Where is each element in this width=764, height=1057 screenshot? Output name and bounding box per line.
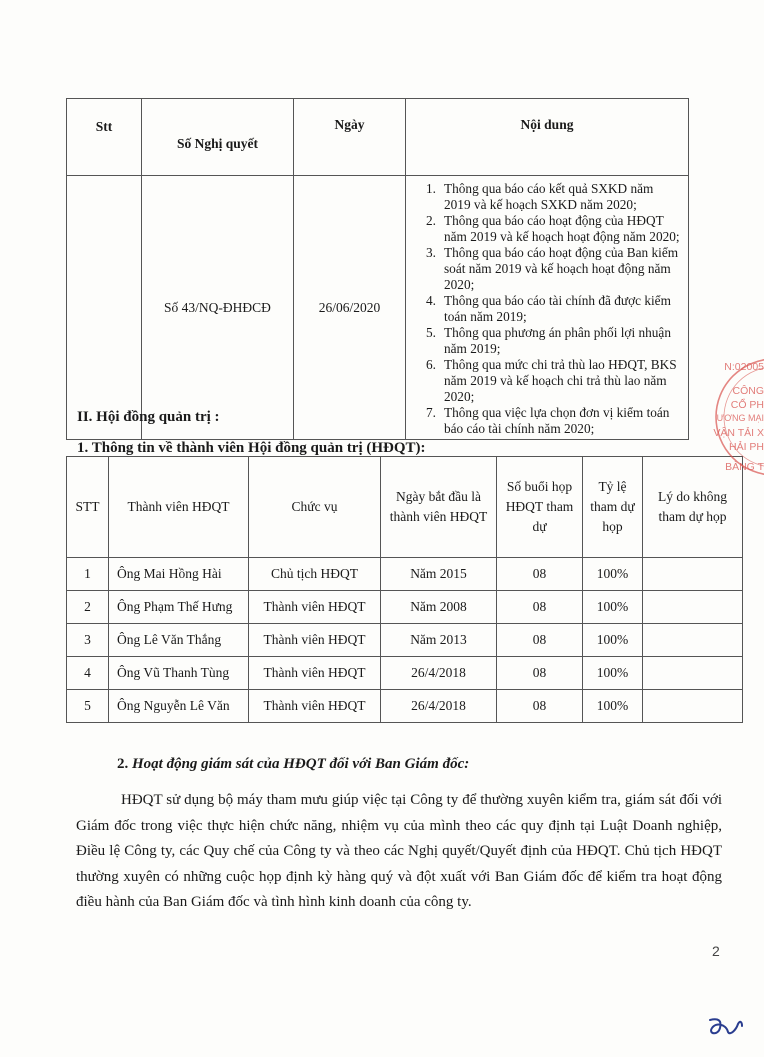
stamp-text: CÔNG xyxy=(732,385,764,397)
cell-start-date: Năm 2015 xyxy=(381,558,497,591)
cell-meetings: 08 xyxy=(497,657,583,690)
col-absence-reason: Lý do không tham dự họp xyxy=(643,457,743,558)
cell-rate: 100% xyxy=(583,591,643,624)
cell-meetings: 08 xyxy=(497,690,583,723)
cell-member-name: Ông Phạm Thế Hưng xyxy=(109,591,249,624)
cell-member-name: Ông Mai Hồng Hài xyxy=(109,558,249,591)
table-row xyxy=(67,558,743,591)
members-header-row xyxy=(67,457,743,558)
cell-position: Thành viên HĐQT xyxy=(249,690,381,723)
cell-date: 26/06/2020 xyxy=(294,176,406,440)
cell-position: Thành viên HĐQT xyxy=(249,624,381,657)
cell-rate: 100% xyxy=(583,690,643,723)
cell-reason xyxy=(643,624,743,657)
list-item-number: 4. xyxy=(426,293,436,308)
cell-position: Chủ tịch HĐQT xyxy=(249,558,381,591)
company-stamp xyxy=(702,355,764,495)
stamp-text: ƯƠNG MẠI xyxy=(716,413,764,423)
cell-position: Thành viên HĐQT xyxy=(249,657,381,690)
cell-content xyxy=(406,176,689,440)
supervision-paragraph xyxy=(76,788,722,916)
list-item-number: 7. xyxy=(426,405,436,420)
resolutions-table xyxy=(66,98,689,440)
cell-member-name: Ông Vũ Thanh Tùng xyxy=(109,657,249,690)
stamp-ring-icon xyxy=(702,355,764,495)
cell-member-name: Ông Lê Văn Thắng xyxy=(109,624,249,657)
cell-stt: 1 xyxy=(67,558,109,591)
cell-rate: 100% xyxy=(583,657,643,690)
list-item-number: 1. xyxy=(426,181,436,196)
col-content: Nội dung xyxy=(406,99,689,176)
cell-rate: 100% xyxy=(583,558,643,591)
cell-reason xyxy=(643,591,743,624)
cell-stt: 3 xyxy=(67,624,109,657)
cell-rate: 100% xyxy=(583,624,643,657)
list-item xyxy=(406,405,682,437)
cell-meetings: 08 xyxy=(497,558,583,591)
cell-position: Thành viên HĐQT xyxy=(249,591,381,624)
table-row xyxy=(67,624,743,657)
cell-reason xyxy=(643,657,743,690)
list-item-text: Thông qua báo cáo hoạt động của HĐQT năm 2019 và kế hoạch hoạt động năm 2020; xyxy=(444,213,680,244)
col-stt: STT xyxy=(67,457,109,558)
table-row xyxy=(67,657,743,690)
paragraph-text: HĐQT sử dụng bộ máy tham mưu giúp việc tại Công ty để thường xuyên kiểm tra, giám sát đối với Giám đốc trong việc thực hiện chức năng, nhiệm vụ của mình theo các quy định tại Luật Doanh nghiệp, Điều lệ Công ty, các Quy chế của Công ty và theo các Nghị quyết/Quyết định của HĐQT. Chủ tịch HĐQT thường xuyên có những cuộc họp định kỳ hàng quý và đột xuất với Ban Giám đốc để kiểm tra hoạt động điều hành của Ban Giám đốc và tình hình kinh doanh của công ty. xyxy=(76,792,722,910)
col-member: Thành viên HĐQT xyxy=(109,457,249,558)
cell-meetings: 08 xyxy=(497,624,583,657)
list-item-text: Thông qua báo cáo tài chính đã được kiểm toán năm 2019; xyxy=(444,293,671,324)
list-item-text: Thông qua báo cáo hoạt động của Ban kiểm soát năm 2019 và kế hoạch hoạt động năm 2020; xyxy=(444,245,679,292)
table-row xyxy=(67,690,743,723)
list-item-text: Thông qua việc lựa chọn đơn vị kiểm toán báo cáo tài chính năm 2020; xyxy=(444,405,670,436)
board-members-table xyxy=(66,456,743,723)
list-item-text: Thông qua báo cáo kết quả SXKD năm 2019 và kế hoạch SXKD năm 2020; xyxy=(444,181,654,212)
cell-start-date: 26/4/2018 xyxy=(381,690,497,723)
list-item-number: 5. xyxy=(426,325,436,340)
stamp-text: CỔ PH xyxy=(730,399,764,411)
cell-start-date: Năm 2008 xyxy=(381,591,497,624)
cell-stt: 5 xyxy=(67,690,109,723)
section-number: 2. xyxy=(117,756,129,772)
col-position: Chức vụ xyxy=(249,457,381,558)
list-item-number: 3. xyxy=(426,245,436,260)
list-item-number: 6. xyxy=(426,357,436,372)
table-row xyxy=(67,176,689,440)
section-heading-supervision xyxy=(117,756,469,773)
col-meetings-attended: Số buổi họp HĐQT tham dự xyxy=(497,457,583,558)
col-stt: Stt xyxy=(67,99,142,176)
cell-start-date: Năm 2013 xyxy=(381,624,497,657)
cell-member-name: Ông Nguyễn Lê Văn xyxy=(109,690,249,723)
resolution-items-list xyxy=(406,181,682,437)
cell-resolution-number: Số 43/NQ-ĐHĐCĐ xyxy=(142,176,294,440)
handwritten-initial-icon xyxy=(706,1014,746,1040)
list-item xyxy=(406,181,682,213)
list-item xyxy=(406,213,682,245)
list-item xyxy=(406,325,682,357)
list-item xyxy=(406,357,682,405)
col-date: Ngày xyxy=(294,99,406,176)
list-item-text: Thông qua mức chi trả thù lao HĐQT, BKS năm 2019 và kế hoạch chi trả thù lao năm 2020; xyxy=(444,357,677,404)
section-heading-board-info: 1. Thông tin về thành viên Hội đồng quản trị (HĐQT): xyxy=(77,440,426,456)
resolutions-header-row xyxy=(67,99,689,176)
col-resolution-number: Số Nghị quyết xyxy=(142,99,294,176)
stamp-text: HẢI PH xyxy=(728,441,764,453)
col-attendance-rate: Tỷ lệ tham dự họp xyxy=(583,457,643,558)
list-item-text: Thông qua phương án phân phối lợi nhuận năm 2019; xyxy=(444,325,671,356)
cell-meetings: 08 xyxy=(497,591,583,624)
cell-reason xyxy=(643,558,743,591)
stamp-text: VẬN TẢI X xyxy=(713,427,764,439)
table-row xyxy=(67,591,743,624)
list-item-number: 2. xyxy=(426,213,436,228)
cell-stt: 2 xyxy=(67,591,109,624)
cell-reason xyxy=(643,690,743,723)
cell-stt xyxy=(67,176,142,440)
section-title: Hoạt động giám sát của HĐQT đối với Ban Giám đốc: xyxy=(132,756,470,772)
stamp-text: N:02005 xyxy=(724,361,764,373)
section-heading-board: II. Hội đồng quản trị : xyxy=(77,409,220,425)
col-start-date: Ngày bắt đầu là thành viên HĐQT xyxy=(381,457,497,558)
page-number: 2 xyxy=(712,943,720,959)
cell-start-date: 26/4/2018 xyxy=(381,657,497,690)
stamp-text: BÀNG T xyxy=(725,461,764,473)
list-item xyxy=(406,245,682,293)
cell-stt: 4 xyxy=(67,657,109,690)
list-item xyxy=(406,293,682,325)
